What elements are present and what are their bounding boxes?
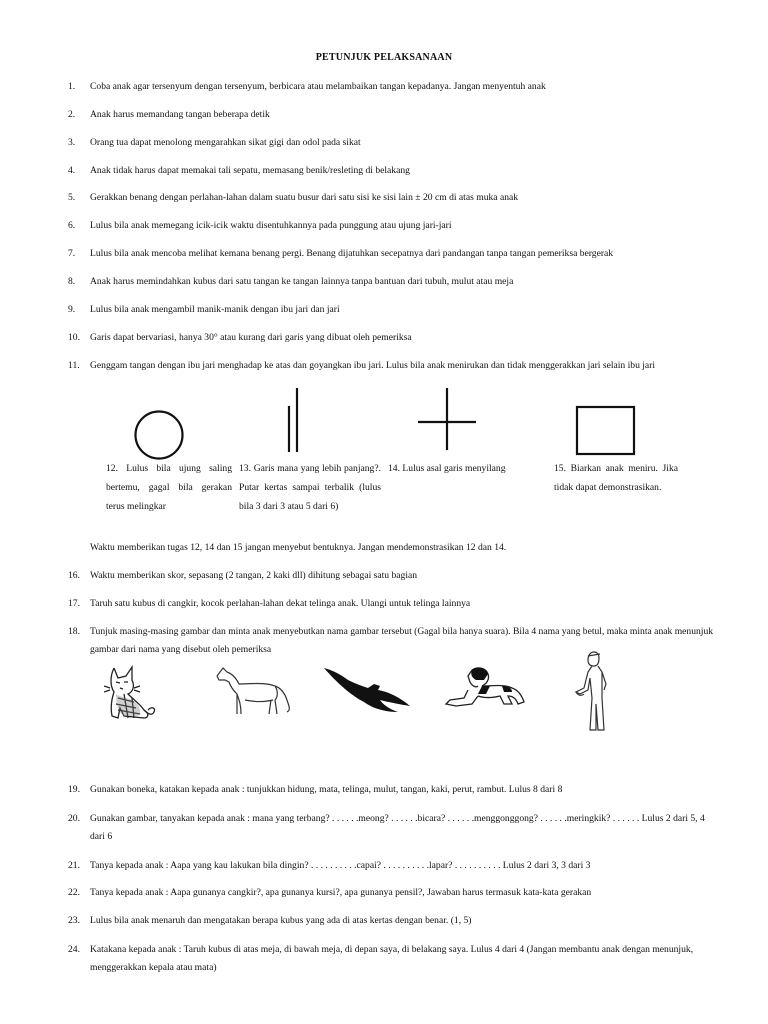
item-text: Genggam tangan dengan ibu jari menghadap ke atas dan goyangkan ibu jari. Lulus bila anak menirukan dan tidak menggerakkan jari selain ibu jari [90,360,656,371]
item-number: 19. [68,784,80,795]
horse-icon [215,666,293,718]
item-number: 8. [68,276,76,287]
item-text: Waktu memberikan skor, sepasang (2 tangan, 2 kaki dll) dihitung sebagai satu bagian [90,570,418,581]
item-text: Coba anak agar tersenyum dengan tersenyum, berbicara atau melambaikan tangan kepadanya. Jangan menyentuh anak [90,81,546,92]
list-item [68,134,720,152]
sub-item-text: Biarkan anak meniru. Jika tidak dapat demonstrasikan. [554,463,678,493]
sub-item-15 [554,459,678,497]
list-item [68,106,720,124]
item-text: Taruh satu kubus di cangkir, kocok perlahan-lahan dekat telinga anak. Ulangi untuk telinga lainnya [90,598,471,609]
list-item [68,595,720,613]
item-text: Anak harus memindahkan kubus dari satu tangan ke tangan lainnya tanpa bantuan dari tubuh, mulut atau meja [90,276,514,287]
list-item [68,857,720,875]
item-number: 9. [68,304,76,315]
item-number: 2. [68,109,76,120]
parallel-lines-figure [284,386,304,456]
item-number: 3. [68,137,76,148]
item-text: Lulus bila anak mencoba melihat kemana benang pergi. Benang dijatuhkan secepatnya dari pandangan tanpa tangan pemeriksa bergerak [90,248,614,259]
item-text: Anak harus memandang tangan beberapa detik [90,109,270,120]
item-text: Tunjuk masing-masing gambar dan minta anak menyebutkan nama gambar tersebut (Gagal bila hanya suara). Bila 4 nama yang betul, maka minta anak menunjuk gambar dari nama yang disebut oleh pemeriksa [90,626,714,655]
list-item [68,245,720,263]
list-item [68,810,720,846]
list-item [68,301,720,319]
square-figure [575,405,637,457]
item-text: Anak tidak harus dapat memakai tali sepatu, memasang benik/resleting di belakang [90,165,410,176]
item-text: Garis dapat bervariasi, hanya 30° atau kurang dari garis yang dibuat oleh pemeriksa [90,332,412,343]
item-text: Lulus bila anak mengambil manik-manik dengan ibu jari dan jari [90,304,340,315]
list-item [68,189,720,207]
dog-icon [442,664,526,710]
man-icon [572,648,616,734]
item-number: 11. [68,360,80,371]
list-item [68,941,720,977]
item-number: 4. [68,165,76,176]
page-title: PETUNJUK PELAKSANAAN [315,52,453,63]
item-number: 23. [68,915,80,926]
item-number: 21. [68,860,80,871]
sub-item-number: 15. [554,463,566,474]
item-text: Gunakan boneka, katakan kepada anak : tunjukkan hidung, mata, telinga, mulut, tangan, kaki, perut, rambut. Lulus 8 dari 8 [90,784,563,795]
sub-item-number: 14. [388,463,400,474]
list-item [68,567,720,585]
sub-item-14 [388,459,528,478]
item-text: Lulus bila anak menaruh dan mengatakan berapa kubus yang ada di atas kertas dengan benar. (1, 5) [90,915,472,926]
item-text: Gerakkan benang dengan perlahan-lahan dalam suatu busur dari satu sisi ke sisi lain ± 20 cm di atas muka anak [90,192,519,203]
item-number: 22. [68,887,80,898]
cat-icon [104,664,160,722]
item-number: 6. [68,220,76,231]
instruction-note: Waktu memberikan tugas 12, 14 dan 15 jangan menyebut bentuknya. Jangan mendemonstrasikan 12 dan 14. [90,542,507,553]
list-item [68,623,720,659]
item-number: 16. [68,570,80,581]
item-number: 1. [68,81,76,92]
item-number: 20. [68,813,80,824]
sub-item-text: Lulus asal garis menyilang [402,463,506,474]
list-item [68,273,720,291]
list-item [68,884,720,902]
item-text: Katakana kepada anak : Taruh kubus di atas meja, di bawah meja, di depan saya, di belakang saya. Lulus 4 dari 4 (Jangan membantu anak dengan menunjuk, menggerakkan kepala atau mata) [90,944,694,973]
item-number: 17. [68,598,80,609]
sub-item-number: 12. [106,463,118,474]
item-number: 10. [68,332,80,343]
item-number: 7. [68,248,76,259]
list-item [68,78,720,96]
list-item [68,329,720,347]
item-number: 24. [68,944,80,955]
list-item [68,912,720,930]
item-text: Gunakan gambar, tanyakan kepada anak : mana yang terbang? . . . . . .meong? . . . . . .bicara? . . . . . .menggonggong? . . . . . .meringkik? . . . . . . Lulus 2 dari 5, 4 dari 6 [90,813,705,842]
bird-icon [322,664,412,714]
item-number: 18. [68,626,80,637]
sub-item-13 [239,459,381,516]
cross-figure [416,386,478,452]
item-text: Lulus bila anak memegang icik-icik waktu disentuhkannya pada punggung atau ujung jari-jari [90,220,452,231]
item-text: Tanya kepada anak : Aapa gunanya cangkir?, apa gunanya kursi?, apa gunanya pensil?, Jawaban harus termasuk kata-kata gerakan [90,887,592,898]
sub-item-number: 13. [239,463,251,474]
list-item [68,162,720,180]
circle-figure [132,409,186,461]
item-text: Tanya kepada anak : Aapa yang kau lakukan bila dingin? . . . . . . . . . .capai? . . . . . . . . . .lapar? . . . . . . . . . . Lulus 2 dari 3, 3 dari 3 [90,860,591,871]
list-item [68,217,720,235]
sub-item-text: Lulus bila ujung saling bertemu, gagal bila gerakan terus melingkar [106,463,232,512]
list-item [68,781,720,799]
sub-item-text: Garis mana yang lebih panjang?. Putar kertas sampai terbalik (lulus bila 3 dari 3 atau 5 dari 6) [239,463,381,512]
list-item [68,357,720,375]
sub-item-12 [106,459,232,516]
item-text: Orang tua dapat menolong mengarahkan sikat gigi dan odol pada sikat [90,137,361,148]
item-number: 5. [68,192,76,203]
